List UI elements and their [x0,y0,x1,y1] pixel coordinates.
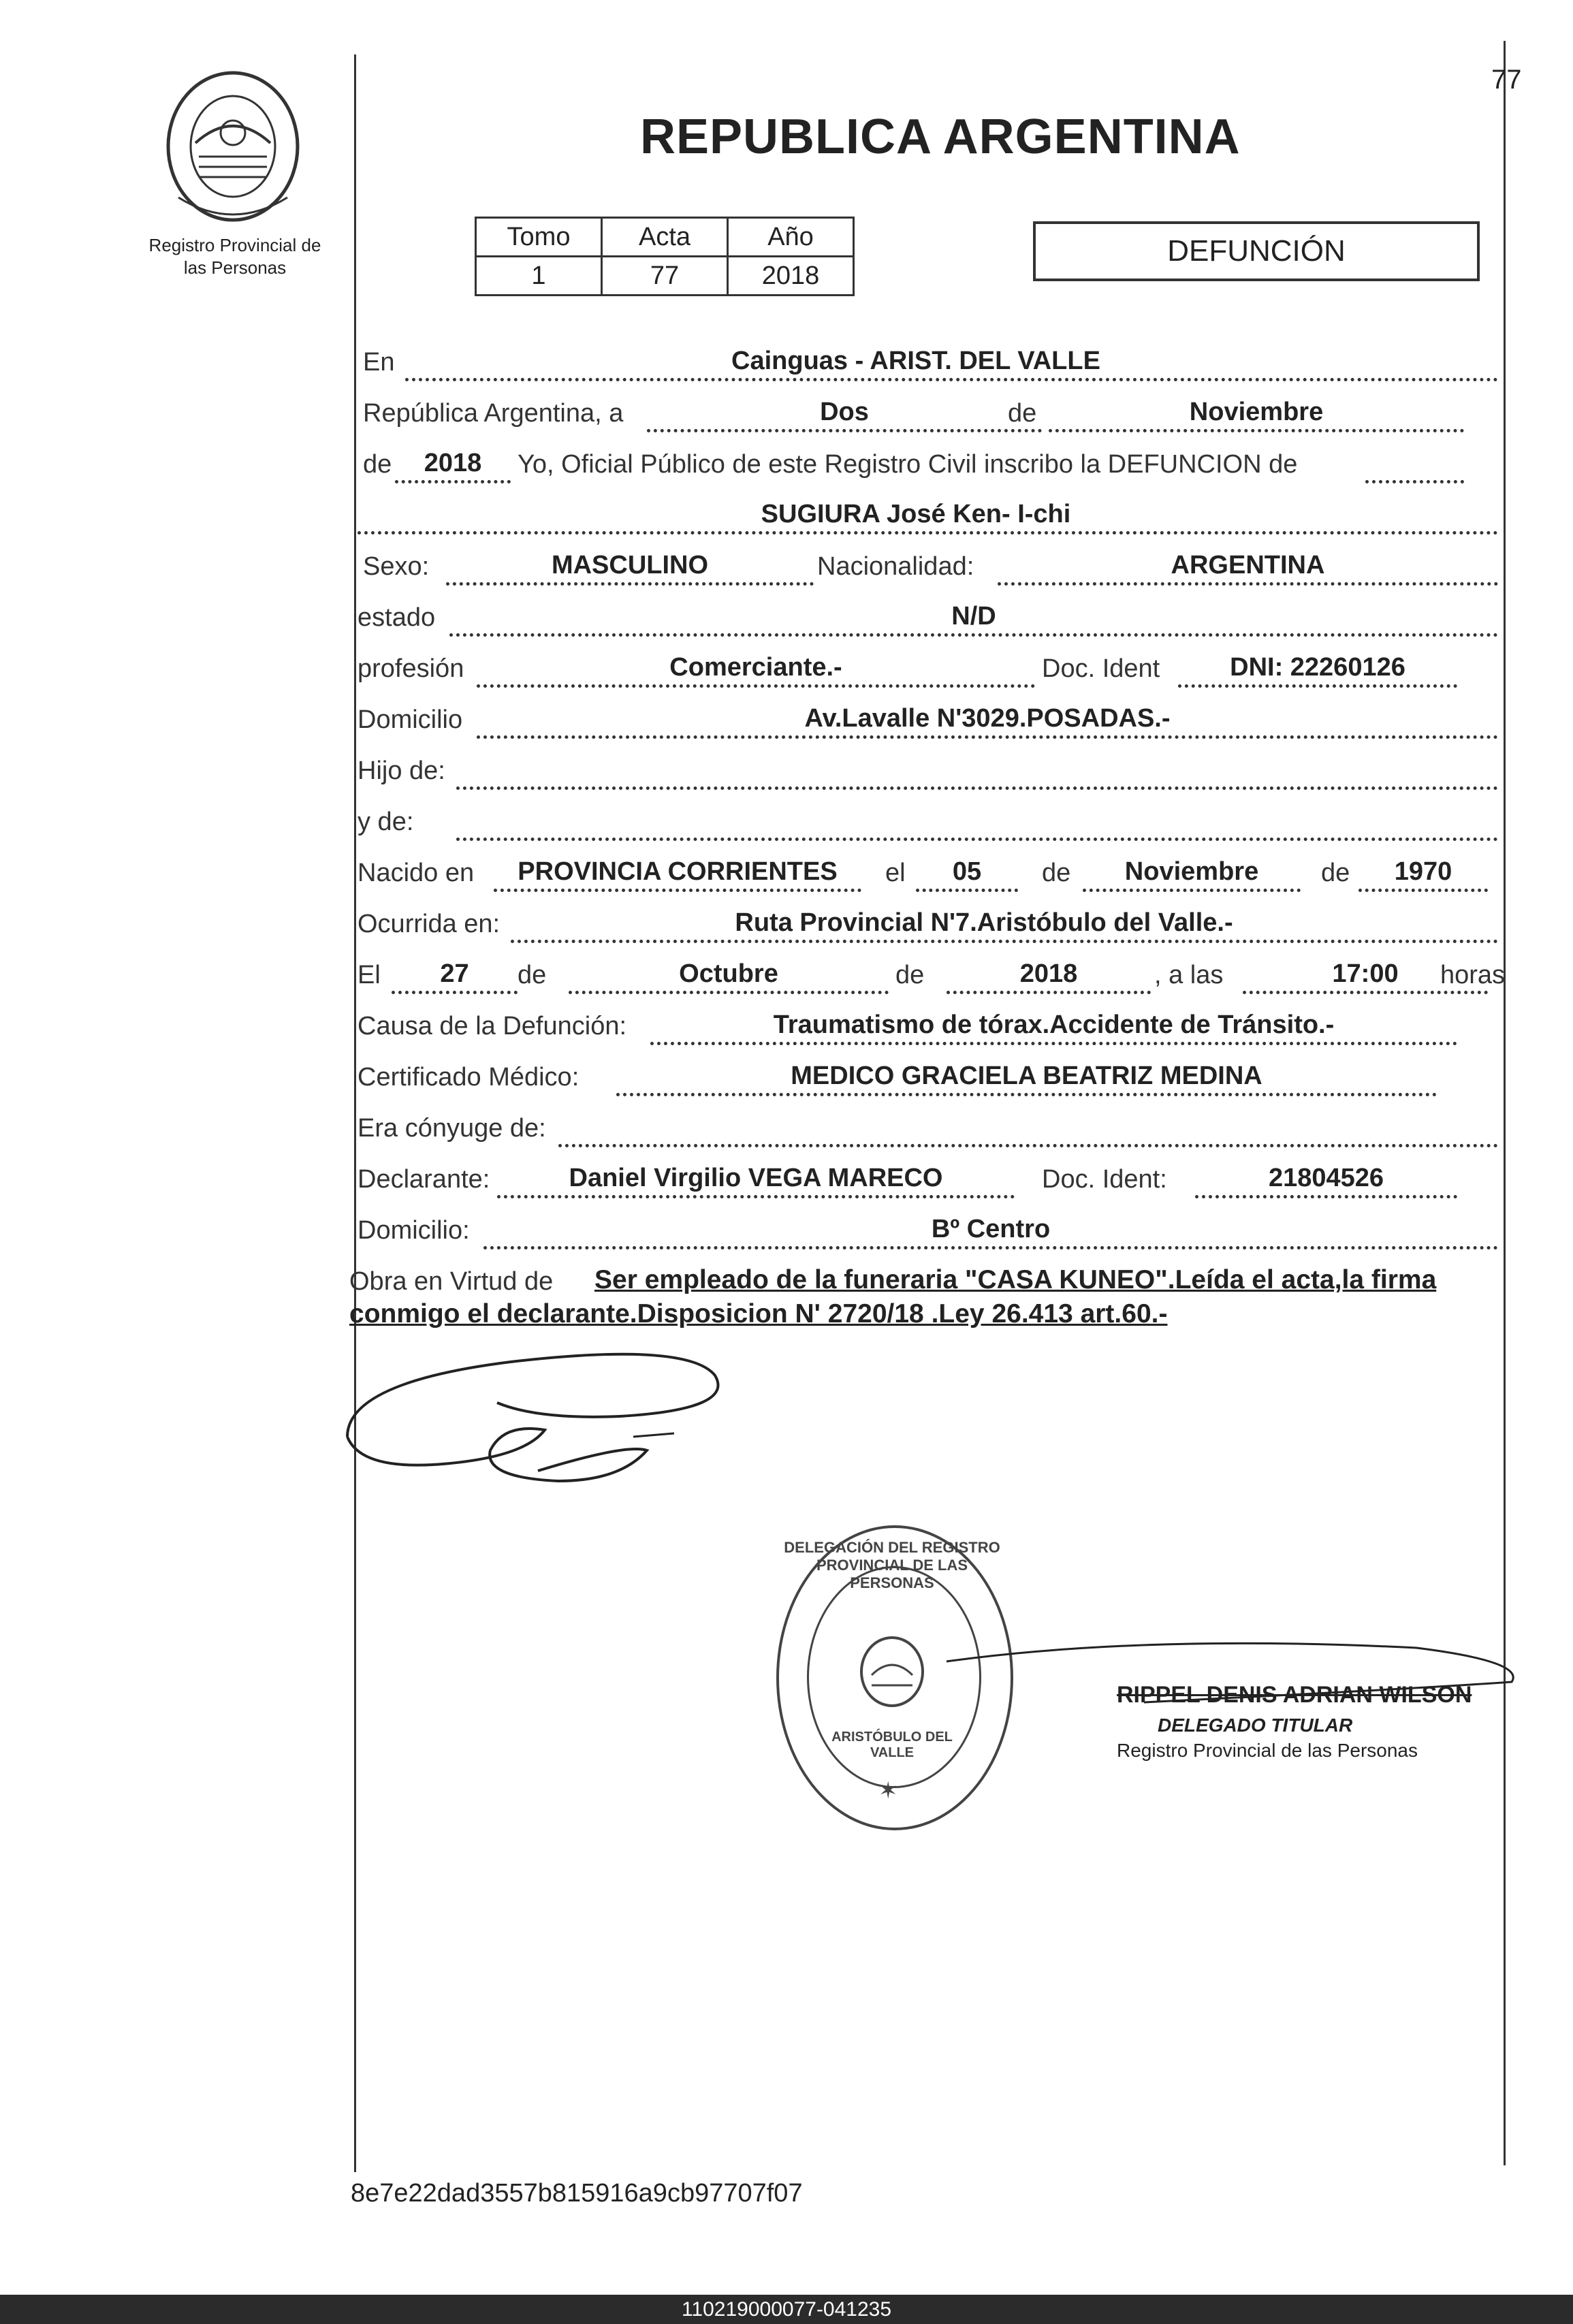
value-birth-month: Noviembre [1124,857,1259,886]
stamp-outer-text: DELEGACIÓN DEL REGISTRO PROVINCIAL DE LAS PERSONAS [784,1539,1000,1591]
label-ocurrida: Ocurrida en: [358,910,500,938]
record-table-header: Acta [602,218,728,257]
row-oficial [358,443,1498,483]
label-certificado: Certificado Médico: [358,1063,579,1092]
value-death-year: 2018 [1019,959,1078,988]
stamp-emblem-icon [855,1634,930,1709]
value-doc-ident: DNI: 22260126 [1230,653,1405,682]
label-domicilio2: Domicilio: [358,1216,470,1245]
row-obra [349,1260,1521,1335]
label-de6: de [895,961,925,989]
label-el: el [885,859,906,887]
label-nacionalidad: Nacionalidad: [817,552,974,581]
page-number: 77 [1491,65,1522,95]
value-domicilio2: Bº Centro [931,1215,1051,1243]
value-domicilio: Av.Lavalle N'3029.POSADAS.- [804,704,1171,733]
value-sexo: MASCULINO [551,551,709,579]
row-hijo [358,749,1498,790]
official-title: DELEGADO TITULAR [1158,1715,1353,1736]
row-domicilio [358,698,1498,739]
official-signature [940,1621,1525,1730]
official-org: Registro Provincial de las Personas [1117,1740,1418,1761]
row-sexo [358,545,1498,586]
right-margin-line [1504,41,1506,2165]
official-name: RIPPEL DENIS ADRIAN WILSON [1117,1682,1472,1708]
value-profesion: Comerciante.- [669,653,842,682]
label-nacido: Nacido en [358,859,475,887]
record-table [475,217,855,296]
record-table-header: Año [728,218,854,257]
stamp-star-icon: ✶ [878,1778,898,1804]
value-declarante: Daniel Virgilio VEGA MARECO [569,1164,943,1192]
label-de: de [1008,399,1037,428]
value-obra-line2: conmigo el declarante.Disposicion N' 2720/18 .Ley 26.413 art.60.- [349,1299,1168,1328]
value-deceased-name: SUGIURA José Ken- I-chi [761,500,1071,528]
label-hijo: Hijo de: [358,757,445,785]
label-republica: República Argentina, a [363,399,624,428]
value-ocurrida: Ruta Provincial N'7.Aristóbulo del Valle.- [735,908,1233,937]
value-estado: N/D [951,602,996,631]
row-en [358,340,1498,381]
value-nacido: PROVINCIA CORRIENTES [518,857,838,886]
left-margin-line [354,54,356,2172]
value-month: Noviembre [1189,398,1324,426]
issuer-name-line2: las Personas [183,257,287,278]
label-doc-ident: Doc. Ident [1042,654,1160,683]
value-death-day: 27 [440,959,469,988]
label-declarante: Declarante: [358,1165,490,1194]
row-certificado [358,1055,1498,1096]
footer-code: 110219000077-041235 [681,2298,892,2321]
row-deceased-name [358,494,1498,535]
label-de2: de [363,450,392,479]
row-conyuge [358,1107,1498,1147]
value-year: 2018 [424,449,482,477]
value-death-time: 17:00 [1332,959,1399,988]
value-causa: Traumatismo de tórax.Accidente de Tránsito.- [773,1010,1335,1039]
label-de3: de [1042,859,1071,887]
row-ocurrida [358,902,1498,943]
label-el2: El [358,961,381,989]
label-en: En [363,348,395,377]
label-obra: Obra en Virtud de [349,1267,554,1296]
value-day: Dos [820,398,869,426]
value-death-month: Octubre [679,959,778,988]
row-date [358,392,1498,432]
label-oficial: Yo, Oficial Público de este Registro Civil inscribo la DEFUNCION de [518,450,1298,479]
value-nacionalidad: ARGENTINA [1171,551,1325,579]
footer-bar [0,2295,1573,2324]
label-doc-ident2: Doc. Ident: [1042,1165,1167,1194]
value-doc-ident2: 21804526 [1268,1164,1384,1192]
label-sexo: Sexo: [363,552,430,581]
label-de5: de [518,961,547,989]
row-profesion [358,647,1498,688]
value-birth-day: 05 [952,857,982,886]
record-table-cell: 2018 [728,257,854,296]
value-obra-line1: Ser empleado de la funeraria "CASA KUNEO".Leída el acta,la firma [594,1265,1437,1294]
row-death-date [358,953,1506,994]
row-estado [358,596,1498,637]
label-profesion: profesión [358,654,464,683]
record-table-cell: 77 [602,257,728,296]
row-nacido [358,851,1498,892]
issuer-name-line1: Registro Provincial de [148,235,321,255]
declarant-signature [334,1335,769,1512]
label-domicilio: Domicilio [358,705,463,734]
record-table-cell: 1 [476,257,602,296]
label-de4: de [1321,859,1350,887]
label-yde: y de: [358,808,414,836]
stamp-inner-text: ARISTÓBULO DEL VALLE [831,1730,953,1760]
label-alas: , a las [1154,961,1224,989]
document-hash: 8e7e22dad3557b815916a9cb97707f07 [351,2179,803,2208]
value-place: Cainguas - ARIST. DEL VALLE [731,347,1100,375]
row-causa [358,1004,1498,1045]
value-birth-year: 1970 [1394,857,1452,886]
label-estado: estado [358,603,436,632]
page-title: REPUBLICA ARGENTINA [640,110,1241,164]
label-horas: horas [1440,961,1506,989]
record-table-header: Tomo [476,218,602,257]
record-type-box: DEFUNCIÓN [1033,221,1480,281]
value-certificado: MEDICO GRACIELA BEATRIZ MEDINA [791,1062,1262,1090]
label-conyuge: Era cónyuge de: [358,1114,546,1143]
row-yde [358,800,1498,841]
row-declarante [358,1158,1498,1198]
label-causa: Causa de la Defunción: [358,1012,627,1040]
province-seal-logo [158,68,308,225]
row-domicilio2 [358,1209,1498,1249]
